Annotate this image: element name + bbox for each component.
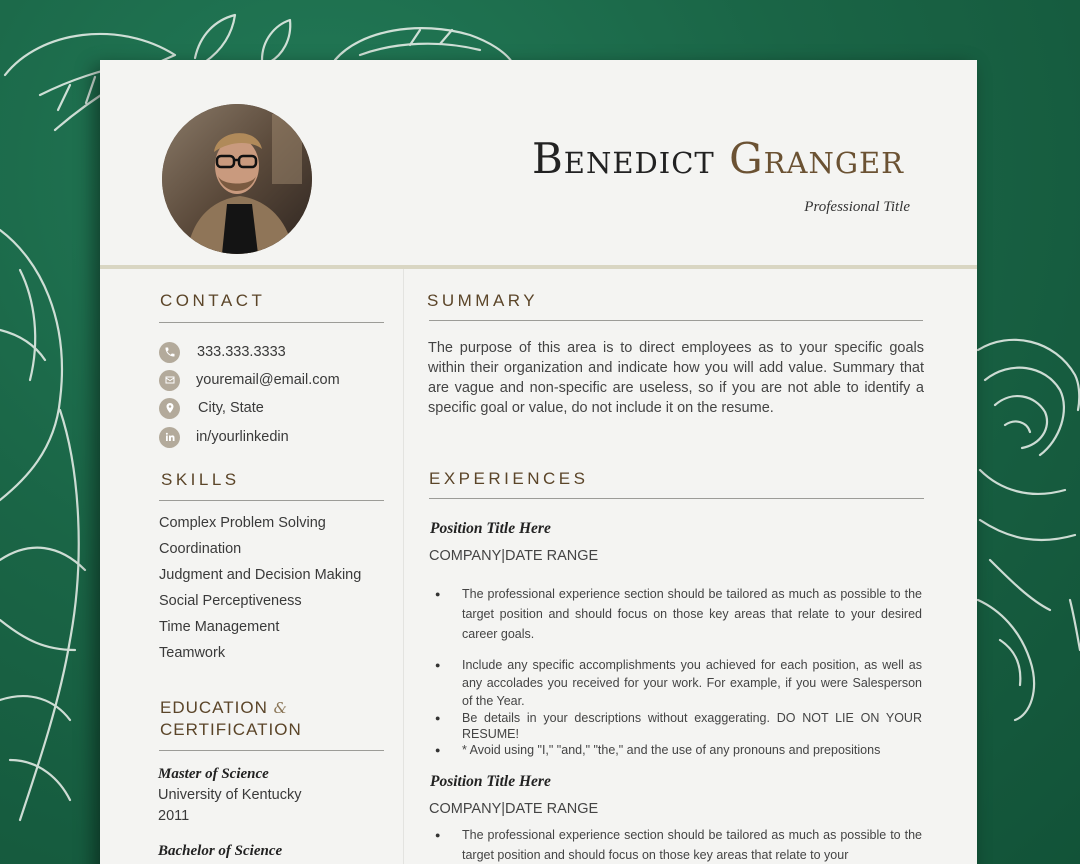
professional-title: Professional Title [804,199,910,215]
email-icon [159,370,180,391]
linkedin-text: in/yourlinkedin [196,429,289,445]
summary-heading: SUMMARY [427,291,539,310]
phone-text: 333.333.3333 [197,344,286,360]
company-date: COMPANY|DATE RANGE [429,548,599,564]
skill-item: Time Management [159,619,280,635]
location-pin-icon [159,398,180,419]
header-divider [100,265,977,269]
contact-location [159,397,264,419]
contact-phone [159,341,286,363]
contact-email [159,369,340,391]
email-text: youremail@email.com [196,372,340,388]
graduation-year: 2011 [158,808,190,824]
bullet-item: ● * Avoid using "I," "and," "the," and the use of any pronouns and prepositions [430,742,922,758]
education-heading-line2: CERTIFICATION [160,720,302,739]
resume-sheet [100,60,977,864]
summary-text: The purpose of this area is to direct employees as to your specific goals within their organization and indicate how you will add value. Summary that are vague and non-specific are useless, so if you are not able to identify a specific goal or value, do not include it on the resume. [428,340,924,416]
company-date: COMPANY|DATE RANGE [429,801,599,817]
bullet-item: ● The professional experience section should be tailored as much as possible to the target position and should focus on those key areas that relate to your desired career goals. [430,584,922,644]
school-name: University of Kentucky [158,787,302,803]
skill-item: Teamwork [159,645,226,661]
experience-bullets [430,584,922,758]
bullet-item: ● Be details in your descriptions without exaggerating. DO NOT LIE ON YOUR RESUME! [430,710,922,742]
experiences-rule [429,498,924,499]
summary-rule [429,320,923,321]
experiences-heading: EXPERIENCES [429,469,589,488]
location-text: City, State [198,400,264,416]
skills-rule [159,500,384,501]
skill-item: Judgment and Decision Making [159,567,362,583]
education-heading [160,697,302,740]
experience-bullets [430,825,922,864]
candidate-name [532,134,904,183]
skill-item: Complex Problem Solving [159,515,326,531]
column-divider [403,269,404,864]
bullet-item: ● The professional experience section should be tailored as much as possible to the target position and should focus on those key areas that relate to your [430,825,922,864]
education-heading-line1: EDUCATION [160,698,268,717]
position-title: Position Title Here [430,773,551,790]
contact-linkedin [159,426,289,448]
skill-item: Social Perceptiveness [159,593,302,609]
contact-heading: CONTACT [160,291,266,310]
skills-heading: SKILLS [161,470,240,489]
last-name: Granger [729,134,904,183]
education-rule [159,750,384,751]
degree-title: Master of Science [158,766,269,782]
position-title: Position Title Here [430,520,551,537]
degree-title: Bachelor of Science [158,843,283,859]
first-name: Benedict [531,134,715,183]
linkedin-icon [159,427,180,448]
education-heading-amp: & [273,699,288,717]
phone-icon [159,342,180,363]
contact-rule [159,322,384,323]
skill-item: Coordination [159,541,242,557]
profile-photo [162,104,312,254]
bullet-item: ● Include any specific accomplishments you achieved for each position, as well as any accolades you received for your work. For example, if you were Salesperson of the Year. [430,656,922,710]
